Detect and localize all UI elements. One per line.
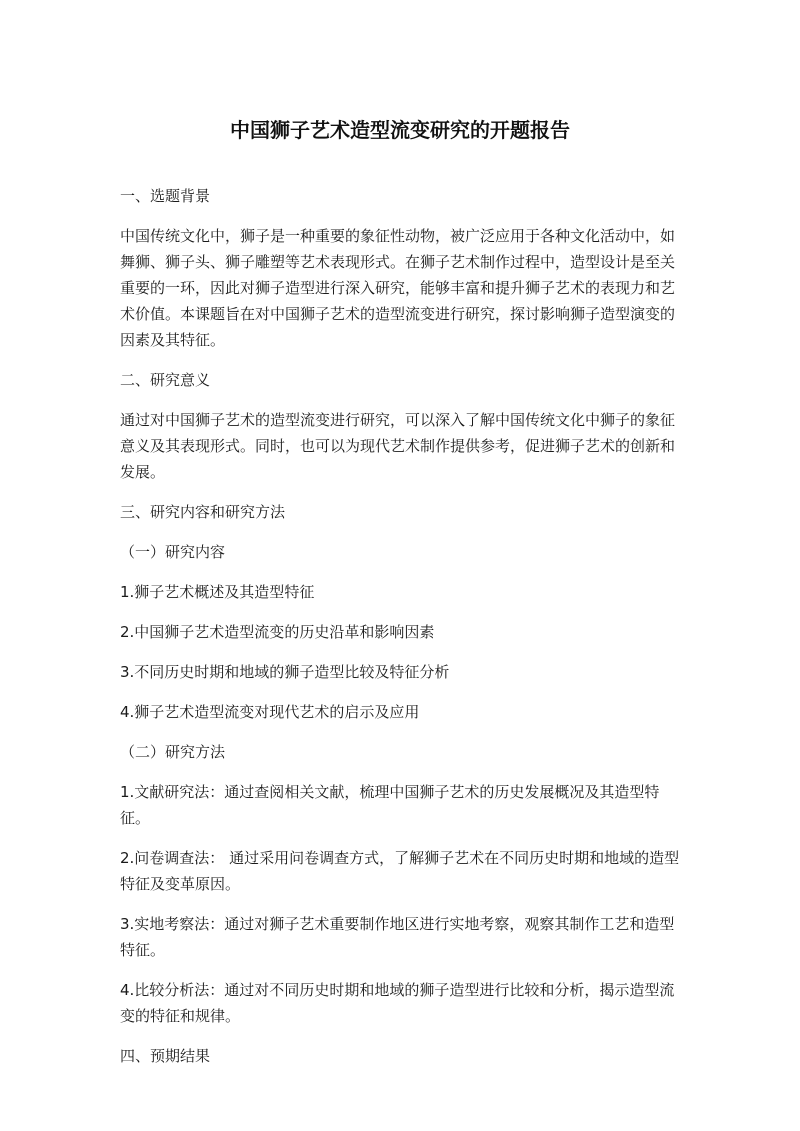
section-heading-expected-results: 四、预期结果 xyxy=(120,1047,211,1065)
method-item-2: 2.问卷调查法： 通过采用问卷调查方式，了解狮子艺术在不同历史时期和地域的造型特征及变革原因。 xyxy=(120,849,680,893)
content-item-3: 3.不同历史时期和地域的狮子造型比较及特征分析 xyxy=(120,663,450,681)
document-body xyxy=(120,183,680,1083)
significance-paragraph: 通过对中国狮子艺术的造型流变进行研究，可以深入了解中国传统文化中狮子的象征意义及其表现形式。同时，也可以为现代艺术制作提供参考，促进狮子艺术的创新和发展。 xyxy=(120,411,676,481)
subsection-heading-content: （一）研究内容 xyxy=(120,543,226,561)
content-item-4: 4.狮子艺术造型流变对现代艺术的启示及应用 xyxy=(120,703,420,721)
section-heading-significance: 二、研究意义 xyxy=(120,371,211,389)
method-item-1: 1.文献研究法：通过查阅相关文献，梳理中国狮子艺术的历史发展概况及其造型特征。 xyxy=(120,783,660,827)
method-item-4: 4.比较分析法：通过对不同历史时期和地域的狮子造型进行比较和分析，揭示造型流变的特征和规律。 xyxy=(120,981,675,1025)
subsection-heading-methods: （二）研究方法 xyxy=(120,743,226,761)
content-item-1: 1.狮子艺术概述及其造型特征 xyxy=(120,583,315,601)
content-item-2: 2.中国狮子艺术造型流变的历史沿革和影响因素 xyxy=(120,623,435,641)
section-heading-background: 一、选题背景 xyxy=(120,187,211,205)
background-paragraph: 中国传统文化中，狮子是一种重要的象征性动物，被广泛应用于各种文化活动中，如舞狮、狮子头、狮子雕塑等艺术表现形式。在狮子艺术制作过程中，造型设计是至关重要的一环，因此对狮子造型进行深入研究，能够丰富和提升狮子艺术的表现力和艺术价值。本课题旨在对中国狮子艺术的造型流变进行研究，探讨影响狮子造型演变的因素及其特征。 xyxy=(120,227,676,349)
method-item-3: 3.实地考察法：通过对狮子艺术重要制作地区进行实地考察，观察其制作工艺和造型特征。 xyxy=(120,915,675,959)
section-heading-content-methods: 三、研究内容和研究方法 xyxy=(120,503,286,521)
document-title: 中国狮子艺术造型流变研究的开题报告 xyxy=(230,118,570,142)
